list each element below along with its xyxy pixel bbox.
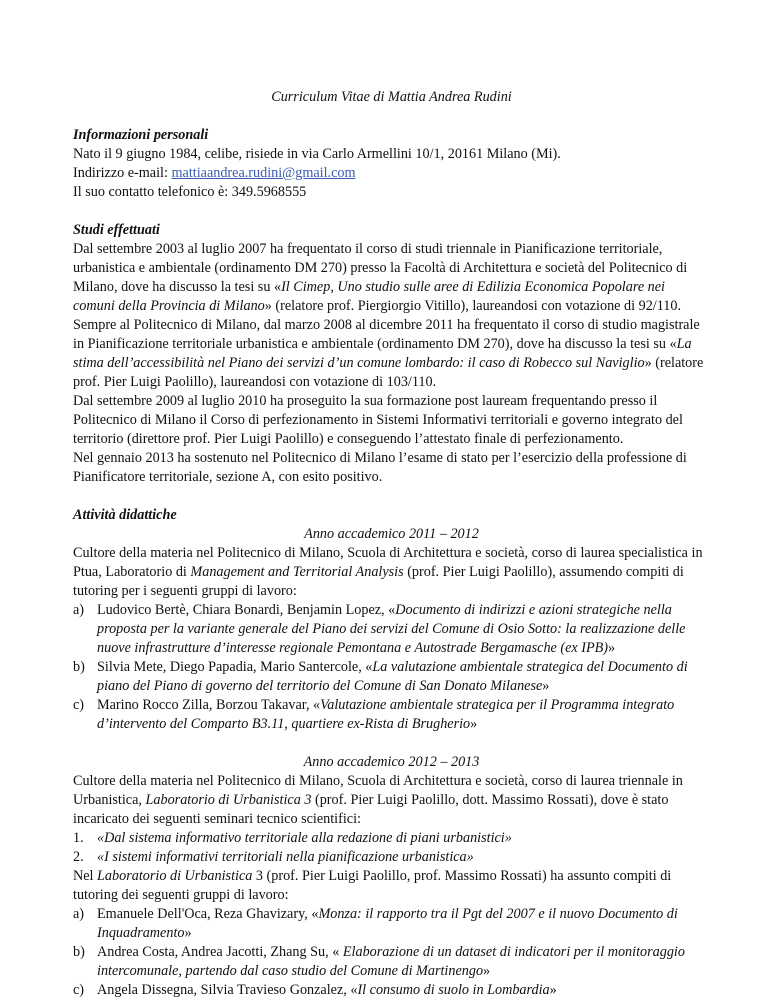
cv-document — [73, 88, 710, 1000]
email-label: Indirizzo e-mail: — [73, 165, 172, 181]
personal-email-line — [73, 164, 710, 183]
studies-paragraph-1: Dal settembre 2003 al luglio 2007 ha frequentato il corso di studi triennale in Pianificazione territoriale, urbanistica e ambientale (ordinamento DM 270) presso la Facoltà di Architettura e società del Politecnico di Milano, dove ha discusso la tesi su «Il Cimep, Uno studio sulle aree di Edilizia Economica Popolare nei comuni della Provincia di Milano» (relatore prof. Piergiorgio Vitillo), laureandosi con votazione di 92/110. — [73, 241, 688, 314]
academic-year-label: Anno accademico 2011 – 2012 — [304, 526, 479, 542]
teaching-lab-paragraph: Nel Laboratorio di Urbanistica 3 (prof. Pier Luigi Paolillo, prof. Massimo Rossati) ha assunto compiti di tutoring dei seguenti gruppi di lavoro: — [73, 868, 672, 903]
list-item: c) Marino Rocco Zilla, Borzou Takavar, «Valutazione ambientale strategica per il Programma integrato d’intervento del Comparto B3.11, quartiere ex-Rista di Brugherio» — [73, 697, 675, 732]
section-heading-teaching: Attività didattiche — [73, 507, 177, 523]
studies-paragraph-2: Sempre al Politecnico di Milano, dal marzo 2008 al dicembre 2011 ha frequentato il corso di studio magistrale in Pianificazione territoriale urbanistica e ambientale (ordinamento DM 270), dove ha discusso la tesi su «La stima dell’accessibilità nel Piano dei servizi d’un comune lombardo: il caso di Robecco sul Naviglio» (relatore prof. Pier Luigi Paolillo), laureandosi con votazione di 103/110. — [73, 317, 704, 390]
section-heading-personal: Informazioni personali — [73, 127, 209, 143]
section-heading-studies: Studi effettuati — [73, 222, 160, 238]
lab-name: Management and Territorial Analysis — [190, 564, 404, 580]
list-item: c) Angela Dissegna, Silvia Travieso Gonzalez, «Il consumo di suolo in Lombardia» — [73, 982, 557, 998]
lab-name: Laboratorio di Urbanistica 3 — [145, 792, 312, 808]
seminars-list — [73, 829, 710, 867]
list-item: 1. «Dal sistema informativo territoriale alla redazione di piani urbanistici» — [73, 830, 512, 846]
teaching-intro-2012: Cultore della materia nel Politecnico di Milano, Scuola di Architettura e società, corso di laurea triennale in Urbanistica, Laboratorio di Urbanistica 3 (prof. Pier Luigi Paolillo, dott. Massimo Rossati), dove è stato incaricato dei seguenti seminari tecnico scientifici: — [73, 773, 683, 827]
academic-year-label: Anno accademico 2012 – 2013 — [303, 754, 480, 770]
studies-paragraph-3: Dal settembre 2009 al luglio 2010 ha proseguito la sua formazione post lauream frequentando presso il Politecnico di Milano il Corso di perfezionamento in Sistemi Informativi territoriali e governo integrato del territorio (direttore prof. Pier Luigi Paolillo) e conseguendo l’attestato finale di perfezionamento. — [73, 393, 683, 447]
thesis-title-master: La stima dell’accessibilità nel Piano dei servizi d’un comune lombardo: il caso di Robecco sul Naviglio — [73, 336, 692, 371]
document-title: Curriculum Vitae di Mattia Andrea Rudini — [271, 89, 512, 105]
personal-phone-line: Il suo contatto telefonico è: 349.5968555 — [73, 184, 307, 200]
list-item: a) Emanuele Dell'Oca, Reza Ghavizary, «Monza: il rapporto tra il Pgt del 2007 e il nuovo Documento di Inquadramento» — [73, 906, 678, 941]
email-link[interactable]: mattiaandrea.rudini@gmail.com — [171, 165, 356, 181]
list-item: b) Andrea Costa, Andrea Jacotti, Zhang Su, « Elaborazione di un dataset di indicatori per il monitoraggio intercomunale, partendo dal caso studio del Comune di Martinengo» — [73, 944, 685, 979]
lab-name: Laboratorio di Urbanistica — [97, 868, 253, 884]
tutoring-groups-2012 — [73, 905, 710, 1000]
personal-birth-line: Nato il 9 giugno 1984, celibe, risiede in via Carlo Armellini 10/1, 20161 Milano (Mi). — [73, 146, 561, 162]
thesis-title-bachelor: Il Cimep, Uno studio sulle aree di Edilizia Economica Popolare nei comuni della Provincia di Milano — [73, 279, 665, 314]
list-item: b) Silvia Mete, Diego Papadia, Mario Santercole, «La valutazione ambientale strategica del Documento di piano del Piano di governo del territorio del Comune di San Donato Milanese» — [73, 659, 688, 694]
list-item: a) Ludovico Bertè, Chiara Bonardi, Benjamin Lopez, «Documento di indirizzi e azioni strategiche nella proposta per la variante generale del Piano dei servizi del Comune di Osio Sotto: la realizzazione delle nuove infrastrutture d’interesse regionale Pemontana e Autostrade Bergamasche (ex IPB)» — [73, 602, 686, 656]
studies-paragraph-4: Nel gennaio 2013 ha sostenuto nel Politecnico di Milano l’esame di stato per l’esercizio della professione di Pianificatore territoriale, sezione A, con esito positivo. — [73, 450, 687, 485]
tutoring-groups-2011 — [73, 601, 710, 734]
list-item: 2. «I sistemi informativi territoriali nella pianificazione urbanistica» — [73, 849, 474, 865]
teaching-intro-2011: Cultore della materia nel Politecnico di Milano, Scuola di Architettura e società, corso di laurea specialistica in Ptua, Laboratorio di Management and Territorial Analysis (prof. Pier Luigi Paolillo), assumendo compiti di tutoring per i seguenti gruppi di lavoro: — [73, 545, 703, 599]
